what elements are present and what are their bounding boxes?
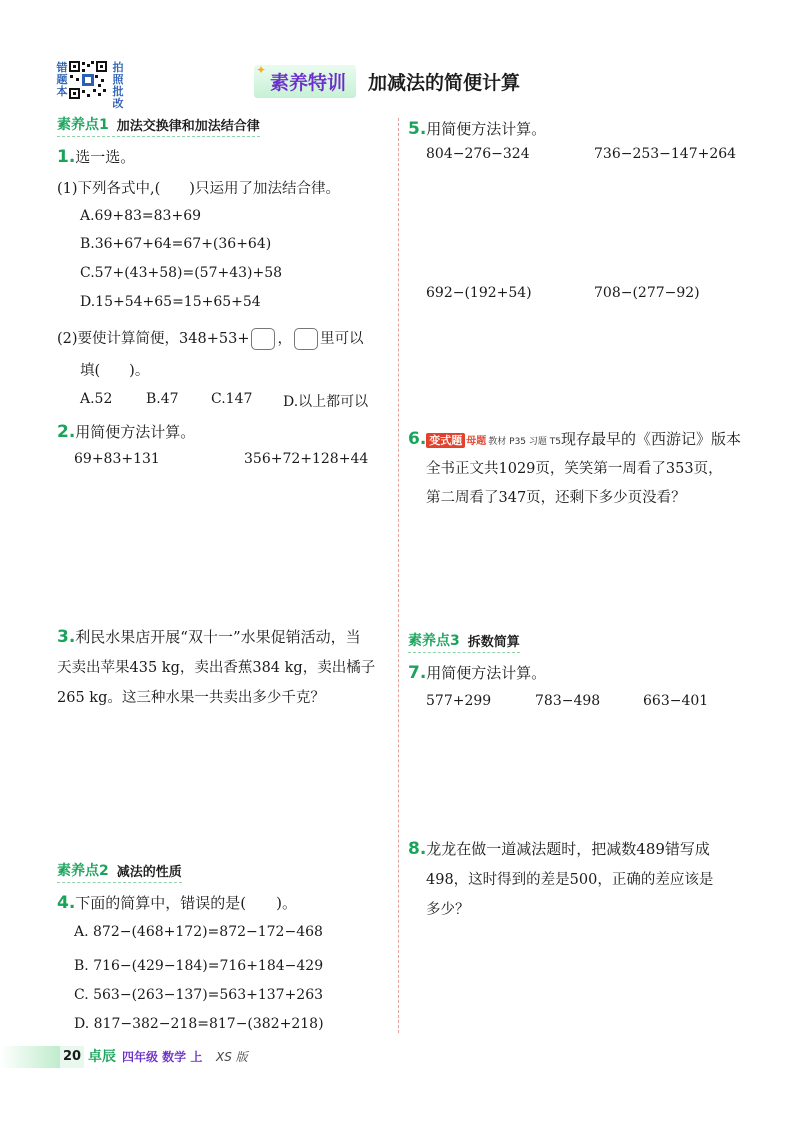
page-title bbox=[254, 62, 521, 96]
q1-part2-line1 bbox=[57, 327, 363, 350]
q4-option-b[interactable]: B. 716−(429−184)=716+184−429 bbox=[74, 958, 324, 974]
q1-part2-text-c: 里可以 bbox=[319, 331, 364, 347]
question-number: 5. bbox=[408, 119, 427, 139]
title-label: 素养特训 bbox=[270, 71, 347, 94]
q2-expression: 356+72+128+44 bbox=[244, 451, 369, 467]
q1-option-a[interactable]: A.69+83=83+69 bbox=[80, 208, 202, 224]
question-2 bbox=[57, 421, 195, 442]
question-number: 3. bbox=[57, 627, 76, 647]
question-number: 4. bbox=[57, 893, 76, 913]
qr-label-left: 错题本 bbox=[56, 61, 68, 98]
q4-option-a[interactable]: A. 872−(468+172)=872−172−468 bbox=[74, 924, 323, 940]
q8-text-line: 多少？ bbox=[426, 902, 470, 918]
qr-code-icon[interactable] bbox=[68, 60, 108, 100]
q1-p2-option-b[interactable]: B.47 bbox=[146, 391, 179, 407]
question-4 bbox=[57, 892, 297, 913]
answer-box[interactable] bbox=[294, 328, 318, 350]
q5-expression: 736−253−147+264 bbox=[594, 146, 737, 162]
edition-label: XS 版 bbox=[216, 1050, 248, 1064]
q8-text-line: 498，这时得到的差是500，正确的差应该是 bbox=[426, 872, 714, 888]
section-tag: 素养点1 bbox=[57, 117, 109, 133]
section-1-header bbox=[57, 114, 260, 137]
question-text: 利民水果店开展“双十一”水果促销活动，当 bbox=[75, 628, 361, 646]
qr-label-right: 拍照批改 bbox=[112, 61, 124, 110]
sparkle-icon: ✦ bbox=[256, 62, 267, 77]
title-text: 加减法的简便计算 bbox=[368, 71, 521, 94]
section-2-header bbox=[57, 860, 182, 883]
question-number: 6. bbox=[408, 429, 427, 449]
footer-bar bbox=[0, 1046, 60, 1068]
question-number: 2. bbox=[57, 422, 76, 442]
q7-expression: 577+299 bbox=[426, 693, 492, 709]
question-text: 下面的简算中，错误的是( )。 bbox=[75, 894, 298, 912]
q3-text-line: 265 kg。这三种水果一共卖出多少千克？ bbox=[57, 690, 325, 706]
question-number: 8. bbox=[408, 839, 427, 859]
brand-logo: 卓辰 bbox=[88, 1049, 116, 1065]
q1-part1-text: (1)下列各式中,( )只运用了加法结合律。 bbox=[57, 181, 340, 197]
q3-text-line: 天卖出苹果435 kg，卖出香蕉384 kg，卖出橘子 bbox=[57, 660, 376, 676]
question-3 bbox=[57, 626, 361, 647]
question-text: 用简便方法计算。 bbox=[426, 120, 547, 138]
section-tag: 素养点2 bbox=[57, 863, 109, 879]
q4-option-c[interactable]: C. 563−(263−137)=563+137+263 bbox=[74, 987, 324, 1003]
question-5 bbox=[408, 118, 546, 139]
question-text: 龙龙在做一道减法题时，把减数489错写成 bbox=[426, 840, 710, 858]
question-7 bbox=[408, 662, 546, 683]
question-1 bbox=[57, 146, 135, 167]
badge-source: 教材 P35 习题 T5 bbox=[488, 437, 561, 447]
page-number: 20 bbox=[60, 1046, 84, 1068]
section-title: 加法交换律和加法结合律 bbox=[116, 119, 260, 134]
q1-option-d[interactable]: D.15+54+65=15+65+54 bbox=[80, 294, 261, 310]
question-text: 用简便方法计算。 bbox=[426, 664, 547, 682]
variant-badge bbox=[426, 432, 561, 448]
title-label-box bbox=[254, 62, 356, 98]
question-8 bbox=[408, 838, 710, 859]
q1-part2-text-b: ， bbox=[277, 331, 292, 347]
q5-expression: 708−(277−92) bbox=[594, 285, 700, 301]
q1-option-c[interactable]: C.57+(43+58)=(57+43)+58 bbox=[80, 265, 283, 281]
q4-option-d[interactable]: D. 817−382−218=817−(382+218) bbox=[74, 1016, 324, 1032]
section-title: 拆数简算 bbox=[467, 635, 520, 650]
section-3-header bbox=[408, 630, 520, 653]
column-divider bbox=[398, 118, 399, 1033]
q2-expression: 69+83+131 bbox=[74, 451, 160, 467]
q6-text-line: 全书正文共1029页，笑笑第一周看了353页， bbox=[426, 461, 723, 477]
section-title: 减法的性质 bbox=[116, 865, 182, 880]
question-number: 1. bbox=[57, 147, 76, 167]
badge-variant: 变式题 bbox=[426, 433, 465, 448]
q1-part2-line2: 填( )。 bbox=[80, 363, 150, 379]
q6-text-line: 第二周看了347页，还剩下多少页没看？ bbox=[426, 490, 686, 506]
q5-expression: 692−(192+54) bbox=[426, 285, 532, 301]
answer-box[interactable] bbox=[251, 328, 275, 350]
q1-p2-option-d[interactable]: D.以上都可以 bbox=[283, 394, 369, 410]
q7-expression: 663−401 bbox=[643, 693, 709, 709]
question-text: 现存最早的《西游记》版本 bbox=[560, 430, 741, 448]
q1-part2-text-a: (2)要使计算简便，348+53+ bbox=[57, 331, 250, 347]
book-title: 四年级 数学 上 bbox=[122, 1050, 203, 1064]
q1-p2-option-c[interactable]: C.147 bbox=[211, 391, 253, 407]
question-text: 选一选。 bbox=[75, 148, 136, 166]
section-tag: 素养点3 bbox=[408, 633, 460, 649]
q1-option-b[interactable]: B.36+67+64=67+(36+64) bbox=[80, 236, 272, 252]
question-text: 用简便方法计算。 bbox=[75, 423, 196, 441]
q7-expression: 783−498 bbox=[535, 693, 601, 709]
q1-p2-option-a[interactable]: A.52 bbox=[80, 391, 113, 407]
q5-expression: 804−276−324 bbox=[426, 146, 530, 162]
badge-mother: 母题 bbox=[466, 436, 487, 447]
question-6 bbox=[408, 428, 741, 449]
question-number: 7. bbox=[408, 663, 427, 683]
